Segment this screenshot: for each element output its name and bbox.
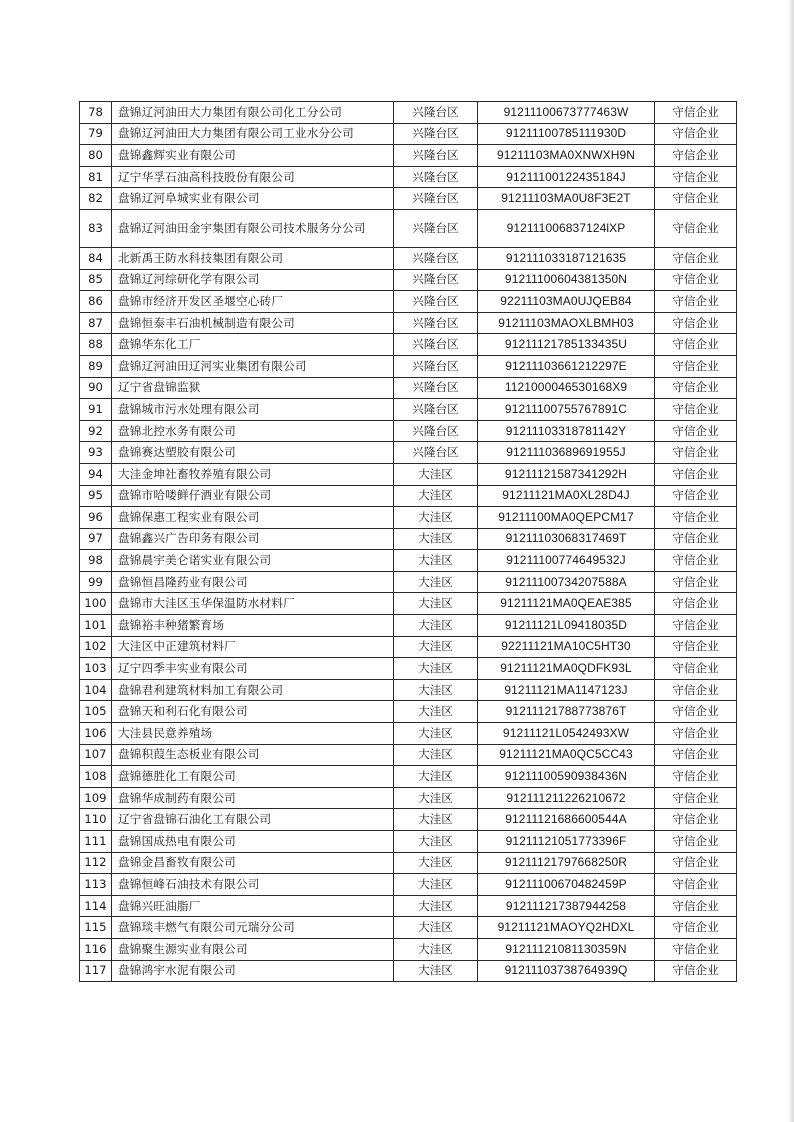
row-number-cell: 91: [80, 399, 112, 421]
table-row: [80, 593, 737, 615]
credit-code-cell: 91211121L09418035D: [478, 615, 655, 637]
row-number-cell: 90: [80, 377, 112, 399]
credit-code-cell: 91211103318781142Y: [478, 420, 655, 442]
district-cell: 大洼区: [394, 615, 478, 637]
district-cell: 大洼区: [394, 917, 478, 939]
table-row: [80, 744, 737, 766]
row-number-cell: 92: [80, 420, 112, 442]
company-name-cell: 盘锦恒峰石油技术有限公司: [112, 874, 394, 896]
company-name-cell: 盘锦恒昌隆药业有限公司: [112, 571, 394, 593]
credit-code-cell: 92211103MA0UJQEB84: [478, 291, 655, 313]
district-cell: 大洼区: [394, 787, 478, 809]
row-number-cell: 112: [80, 852, 112, 874]
credit-code-cell: 91211121587341292H: [478, 463, 655, 485]
row-number-cell: 101: [80, 615, 112, 637]
row-number-cell: 102: [80, 636, 112, 658]
credit-type-cell: 守信企业: [655, 938, 737, 960]
credit-type-cell: 守信企业: [655, 507, 737, 529]
row-number-cell: 99: [80, 571, 112, 593]
company-name-cell: 盘锦鑫兴广告印务有限公司: [112, 528, 394, 550]
credit-type-cell: 守信企业: [655, 550, 737, 572]
credit-type-cell: 守信企业: [655, 895, 737, 917]
table-row: [80, 334, 737, 356]
credit-type-cell: 守信企业: [655, 420, 737, 442]
credit-type-cell: 守信企业: [655, 723, 737, 745]
district-cell: 兴隆台区: [394, 123, 478, 145]
table-row: [80, 420, 737, 442]
credit-type-cell: 守信企业: [655, 874, 737, 896]
district-cell: 兴隆台区: [394, 377, 478, 399]
table-row: [80, 312, 737, 334]
company-name-cell: 北新禹王防水科技集团有限公司: [112, 247, 394, 269]
credit-type-cell: 守信企业: [655, 334, 737, 356]
credit-type-cell: 守信企业: [655, 852, 737, 874]
table-row: [80, 463, 737, 485]
row-number-cell: 107: [80, 744, 112, 766]
row-number-cell: 105: [80, 701, 112, 723]
district-cell: 大洼区: [394, 528, 478, 550]
company-name-cell: 盘锦兴旺油脂厂: [112, 895, 394, 917]
row-number-cell: 109: [80, 787, 112, 809]
credit-type-cell: 守信企业: [655, 377, 737, 399]
credit-type-cell: 守信企业: [655, 269, 737, 291]
district-cell: 兴隆台区: [394, 291, 478, 313]
row-number-cell: 94: [80, 463, 112, 485]
table-row: [80, 917, 737, 939]
district-cell: 大洼区: [394, 809, 478, 831]
district-cell: 大洼区: [394, 960, 478, 982]
district-cell: 大洼区: [394, 679, 478, 701]
company-name-cell: 辽宁省盘锦监狱: [112, 377, 394, 399]
district-cell: 兴隆台区: [394, 166, 478, 188]
district-cell: 大洼区: [394, 744, 478, 766]
credit-type-cell: 守信企业: [655, 145, 737, 167]
company-name-cell: 盘锦辽河阜城实业有限公司: [112, 188, 394, 210]
district-cell: 兴隆台区: [394, 247, 478, 269]
district-cell: 兴隆台区: [394, 399, 478, 421]
district-cell: 大洼区: [394, 766, 478, 788]
row-number-cell: 86: [80, 291, 112, 313]
credit-code-cell: 91211103738764939Q: [478, 960, 655, 982]
company-name-cell: 盘锦保惠工程实业有限公司: [112, 507, 394, 529]
credit-type-cell: 守信企业: [655, 831, 737, 853]
company-name-cell: 盘锦聚生源实业有限公司: [112, 938, 394, 960]
company-name-cell: 盘锦恒泰丰石油机械制造有限公司: [112, 312, 394, 334]
district-cell: 大洼区: [394, 507, 478, 529]
credit-code-cell: 91211103MAOXLBMH03: [478, 312, 655, 334]
row-number-cell: 100: [80, 593, 112, 615]
credit-type-cell: 守信企业: [655, 809, 737, 831]
credit-code-cell: 91211103689691955J: [478, 442, 655, 464]
district-cell: 大洼区: [394, 938, 478, 960]
credit-type-cell: 守信企业: [655, 960, 737, 982]
table-row: [80, 485, 737, 507]
company-name-cell: 盘锦积葭生态板业有限公司: [112, 744, 394, 766]
enterprise-table-container: [79, 101, 737, 982]
table-row: [80, 442, 737, 464]
credit-code-cell: 91211121MA0QDFK93L: [478, 658, 655, 680]
credit-code-cell: 91211100122435184J: [478, 166, 655, 188]
credit-code-cell: 91211121MA0QEAE385: [478, 593, 655, 615]
row-number-cell: 84: [80, 247, 112, 269]
district-cell: 兴隆台区: [394, 188, 478, 210]
district-cell: 兴隆台区: [394, 145, 478, 167]
credit-type-cell: 守信企业: [655, 528, 737, 550]
credit-type-cell: 守信企业: [655, 615, 737, 637]
company-name-cell: 盘锦金昌畜牧有限公司: [112, 852, 394, 874]
credit-type-cell: 守信企业: [655, 571, 737, 593]
row-number-cell: 80: [80, 145, 112, 167]
row-number-cell: 88: [80, 334, 112, 356]
table-row: [80, 701, 737, 723]
company-name-cell: 盘锦琰丰燃气有限公司元瑞分公司: [112, 917, 394, 939]
company-name-cell: 盘锦市经济开发区圣堰空心砖厂: [112, 291, 394, 313]
district-cell: 大洼区: [394, 831, 478, 853]
table-row: [80, 852, 737, 874]
table-row: [80, 123, 737, 145]
district-cell: 大洼区: [394, 852, 478, 874]
table-row: [80, 377, 737, 399]
row-number-cell: 95: [80, 485, 112, 507]
company-name-cell: 盘锦辽河油田大力集团有限公司化工分公司: [112, 102, 394, 124]
enterprise-table: [79, 101, 737, 982]
table-row: [80, 874, 737, 896]
credit-type-cell: 守信企业: [655, 312, 737, 334]
row-number-cell: 114: [80, 895, 112, 917]
credit-code-cell: 91211100755767891C: [478, 399, 655, 421]
credit-code-cell: 912111033187121635: [478, 247, 655, 269]
credit-code-cell: 91211103661212297E: [478, 355, 655, 377]
credit-type-cell: 守信企业: [655, 399, 737, 421]
credit-type-cell: 守信企业: [655, 701, 737, 723]
credit-code-cell: 91211121686600544A: [478, 809, 655, 831]
company-name-cell: 盘锦华东化工厂: [112, 334, 394, 356]
table-row: [80, 399, 737, 421]
row-number-cell: 89: [80, 355, 112, 377]
table-row: [80, 766, 737, 788]
district-cell: 兴隆台区: [394, 420, 478, 442]
company-name-cell: 盘锦城市污水处理有限公司: [112, 399, 394, 421]
district-cell: 大洼区: [394, 701, 478, 723]
company-name-cell: 盘锦辽河综研化学有限公司: [112, 269, 394, 291]
row-number-cell: 103: [80, 658, 112, 680]
district-cell: 兴隆台区: [394, 209, 478, 247]
credit-code-cell: 91211121797668250R: [478, 852, 655, 874]
company-name-cell: 盘锦市哈喽鲜仔酒业有限公司: [112, 485, 394, 507]
table-row: [80, 291, 737, 313]
company-name-cell: 盘锦辽河油田辽河实业集团有限公司: [112, 355, 394, 377]
district-cell: 兴隆台区: [394, 102, 478, 124]
row-number-cell: 115: [80, 917, 112, 939]
credit-type-cell: 守信企业: [655, 593, 737, 615]
company-name-cell: 大洼区中正建筑材料厂: [112, 636, 394, 658]
district-cell: 大洼区: [394, 571, 478, 593]
company-name-cell: 盘锦华成制药有限公司: [112, 787, 394, 809]
enterprise-table-body: [80, 102, 737, 982]
credit-code-cell: 91211121MAOYQ2HDXL: [478, 917, 655, 939]
credit-code-cell: 91211100785111930D: [478, 123, 655, 145]
credit-code-cell: 912111006837124lXP: [478, 209, 655, 247]
credit-type-cell: 守信企业: [655, 766, 737, 788]
company-name-cell: 盘锦君利建筑材料加工有限公司: [112, 679, 394, 701]
table-row: [80, 507, 737, 529]
credit-type-cell: 守信企业: [655, 188, 737, 210]
company-name-cell: 盘锦德胜化工有限公司: [112, 766, 394, 788]
company-name-cell: 盘锦赛达塑胶有限公司: [112, 442, 394, 464]
row-number-cell: 96: [80, 507, 112, 529]
company-name-cell: 盘锦裕丰种猪繁育场: [112, 615, 394, 637]
company-name-cell: 辽宁四季丰实业有限公司: [112, 658, 394, 680]
company-name-cell: 盘锦晨宇美仑诺实业有限公司: [112, 550, 394, 572]
district-cell: 大洼区: [394, 723, 478, 745]
credit-code-cell: 91211103MA0XNWXH9N: [478, 145, 655, 167]
company-name-cell: 盘锦天和利石化有限公司: [112, 701, 394, 723]
table-row: [80, 102, 737, 124]
credit-type-cell: 守信企业: [655, 123, 737, 145]
row-number-cell: 110: [80, 809, 112, 831]
row-number-cell: 78: [80, 102, 112, 124]
credit-type-cell: 守信企业: [655, 463, 737, 485]
district-cell: 兴隆台区: [394, 355, 478, 377]
row-number-cell: 85: [80, 269, 112, 291]
company-name-cell: 盘锦市大洼区玉华保温防水材料厂: [112, 593, 394, 615]
table-row: [80, 269, 737, 291]
row-number-cell: 106: [80, 723, 112, 745]
credit-code-cell: 91211103068317469T: [478, 528, 655, 550]
credit-code-cell: 91211100MA0QEPCM17: [478, 507, 655, 529]
district-cell: 大洼区: [394, 593, 478, 615]
district-cell: 大洼区: [394, 550, 478, 572]
row-number-cell: 98: [80, 550, 112, 572]
table-row: [80, 166, 737, 188]
credit-type-cell: 守信企业: [655, 442, 737, 464]
table-row: [80, 809, 737, 831]
credit-type-cell: 守信企业: [655, 166, 737, 188]
table-row: [80, 528, 737, 550]
table-row: [80, 571, 737, 593]
company-name-cell: 盘锦国成热电有限公司: [112, 831, 394, 853]
company-name-cell: 大洼县民意养殖场: [112, 723, 394, 745]
credit-type-cell: 守信企业: [655, 679, 737, 701]
district-cell: 兴隆台区: [394, 334, 478, 356]
company-name-cell: 大洼金坤社畜牧养殖有限公司: [112, 463, 394, 485]
table-row: [80, 188, 737, 210]
table-row: [80, 787, 737, 809]
credit-code-cell: 92211121MA10C5HT30: [478, 636, 655, 658]
district-cell: 兴隆台区: [394, 269, 478, 291]
row-number-cell: 79: [80, 123, 112, 145]
credit-code-cell: 91211100734207588A: [478, 571, 655, 593]
table-row: [80, 938, 737, 960]
row-number-cell: 83: [80, 209, 112, 247]
row-number-cell: 116: [80, 938, 112, 960]
credit-code-cell: 91211121081130359N: [478, 938, 655, 960]
district-cell: 大洼区: [394, 874, 478, 896]
company-name-cell: 盘锦鸿宇水泥有限公司: [112, 960, 394, 982]
credit-code-cell: 91211100673777463W: [478, 102, 655, 124]
row-number-cell: 117: [80, 960, 112, 982]
table-row: [80, 247, 737, 269]
table-row: [80, 895, 737, 917]
table-row: [80, 355, 737, 377]
district-cell: 大洼区: [394, 463, 478, 485]
credit-type-cell: 守信企业: [655, 355, 737, 377]
credit-type-cell: 守信企业: [655, 291, 737, 313]
row-number-cell: 81: [80, 166, 112, 188]
credit-type-cell: 守信企业: [655, 744, 737, 766]
company-name-cell: 盘锦辽河油田金宇集团有限公司技术服务分公司: [112, 209, 394, 247]
credit-code-cell: 91211100774649532J: [478, 550, 655, 572]
company-name-cell: 盘锦北控水务有限公司: [112, 420, 394, 442]
company-name-cell: 盘锦辽河油田大力集团有限公司工业水分公司: [112, 123, 394, 145]
row-number-cell: 87: [80, 312, 112, 334]
company-name-cell: 辽宁华孚石油高科技股份有限公司: [112, 166, 394, 188]
credit-code-cell: 91211121L0542493XW: [478, 723, 655, 745]
row-number-cell: 82: [80, 188, 112, 210]
credit-type-cell: 守信企业: [655, 636, 737, 658]
row-number-cell: 93: [80, 442, 112, 464]
table-row: [80, 658, 737, 680]
credit-type-cell: 守信企业: [655, 787, 737, 809]
credit-code-cell: 91211100590938436N: [478, 766, 655, 788]
credit-code-cell: 91211121MA0XL28D4J: [478, 485, 655, 507]
table-row: [80, 679, 737, 701]
credit-code-cell: 91211121788773876T: [478, 701, 655, 723]
credit-code-cell: 91211100604381350N: [478, 269, 655, 291]
table-row: [80, 960, 737, 982]
credit-code-cell: 91211121051773396F: [478, 831, 655, 853]
credit-code-cell: 91211121785133435U: [478, 334, 655, 356]
company-name-cell: 辽宁省盘锦石油化工有限公司: [112, 809, 394, 831]
credit-code-cell: 912111217387944258: [478, 895, 655, 917]
credit-code-cell: 91211103MA0U8F3E2T: [478, 188, 655, 210]
row-number-cell: 113: [80, 874, 112, 896]
row-number-cell: 104: [80, 679, 112, 701]
table-row: [80, 723, 737, 745]
credit-code-cell: 91211121MA1147123J: [478, 679, 655, 701]
table-row: [80, 550, 737, 572]
row-number-cell: 111: [80, 831, 112, 853]
credit-code-cell: 1121000046530168X9: [478, 377, 655, 399]
table-row: [80, 209, 737, 247]
credit-type-cell: 守信企业: [655, 102, 737, 124]
credit-code-cell: 912111211226210672: [478, 787, 655, 809]
credit-type-cell: 守信企业: [655, 209, 737, 247]
district-cell: 大洼区: [394, 895, 478, 917]
table-row: [80, 615, 737, 637]
credit-type-cell: 守信企业: [655, 917, 737, 939]
credit-type-cell: 守信企业: [655, 247, 737, 269]
district-cell: 大洼区: [394, 485, 478, 507]
row-number-cell: 108: [80, 766, 112, 788]
table-row: [80, 145, 737, 167]
table-row: [80, 636, 737, 658]
district-cell: 大洼区: [394, 658, 478, 680]
credit-type-cell: 守信企业: [655, 485, 737, 507]
table-row: [80, 831, 737, 853]
row-number-cell: 97: [80, 528, 112, 550]
page-edge-shadow: [788, 0, 794, 1122]
district-cell: 大洼区: [394, 636, 478, 658]
credit-code-cell: 91211121MA0QC5CC43: [478, 744, 655, 766]
credit-type-cell: 守信企业: [655, 658, 737, 680]
credit-code-cell: 91211100670482459P: [478, 874, 655, 896]
district-cell: 兴隆台区: [394, 442, 478, 464]
district-cell: 兴隆台区: [394, 312, 478, 334]
company-name-cell: 盘锦鑫辉实业有限公司: [112, 145, 394, 167]
